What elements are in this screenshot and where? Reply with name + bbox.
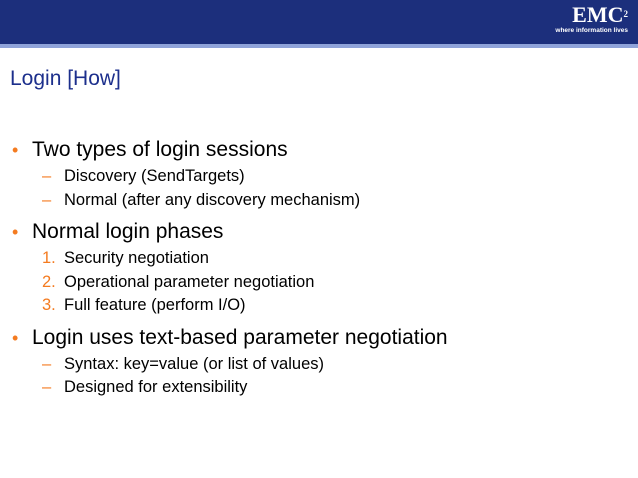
sub-item-text: Operational parameter negotiation: [64, 272, 315, 291]
sub-list: [12, 353, 622, 400]
sub-item-marker: 3.: [42, 296, 56, 314]
sub-item-text: Discovery (SendTargets): [64, 167, 245, 185]
bullet-dot-icon: •: [12, 222, 19, 242]
bullet-dot-icon: •: [12, 327, 19, 348]
sub-item-marker: –: [42, 167, 52, 185]
logo-tagline: where information lives: [555, 27, 628, 34]
bullet-dot-icon: •: [12, 140, 19, 160]
sub-item-text: Designed for extensibility: [64, 378, 248, 396]
logo-superscript: 2: [623, 9, 628, 19]
sub-item-marker: 1.: [42, 249, 56, 267]
bullet-item: [12, 220, 622, 244]
sub-item: [12, 353, 622, 377]
sub-item: [12, 271, 622, 295]
sub-item-marker: –: [42, 354, 52, 373]
sub-item-marker: –: [42, 190, 52, 209]
sub-item: [12, 376, 622, 400]
bullet-text: Normal login phases: [32, 220, 224, 243]
header-divider: [0, 44, 638, 48]
slide-title: Login [How]: [10, 67, 121, 90]
sub-item-text: Full feature (perform I/O): [64, 296, 246, 314]
sub-item: [12, 247, 622, 271]
sub-item-text: Normal (after any discovery mechanism): [64, 190, 361, 209]
bullet-text: Login uses text-based parameter negotiation: [32, 325, 448, 349]
bullet-item: [12, 138, 622, 162]
bullet-text: Two types of login sessions: [32, 138, 288, 161]
sub-item: [12, 294, 622, 318]
sub-item-marker: –: [42, 378, 52, 396]
sub-list: [12, 247, 622, 318]
header-bar: [0, 0, 638, 44]
sub-list: [12, 165, 622, 212]
emc-logo: [538, 4, 628, 40]
sub-item: [12, 165, 622, 189]
sub-item-text: Syntax: key=value (or list of values): [64, 354, 324, 373]
logo-wordmark: [538, 4, 628, 26]
logo-text: EMC: [572, 2, 624, 27]
bullet-item: [12, 326, 622, 350]
sub-item: [12, 189, 622, 213]
sub-item-marker: 2.: [42, 272, 56, 291]
slide-content: [12, 138, 622, 408]
sub-item-text: Security negotiation: [64, 249, 209, 267]
